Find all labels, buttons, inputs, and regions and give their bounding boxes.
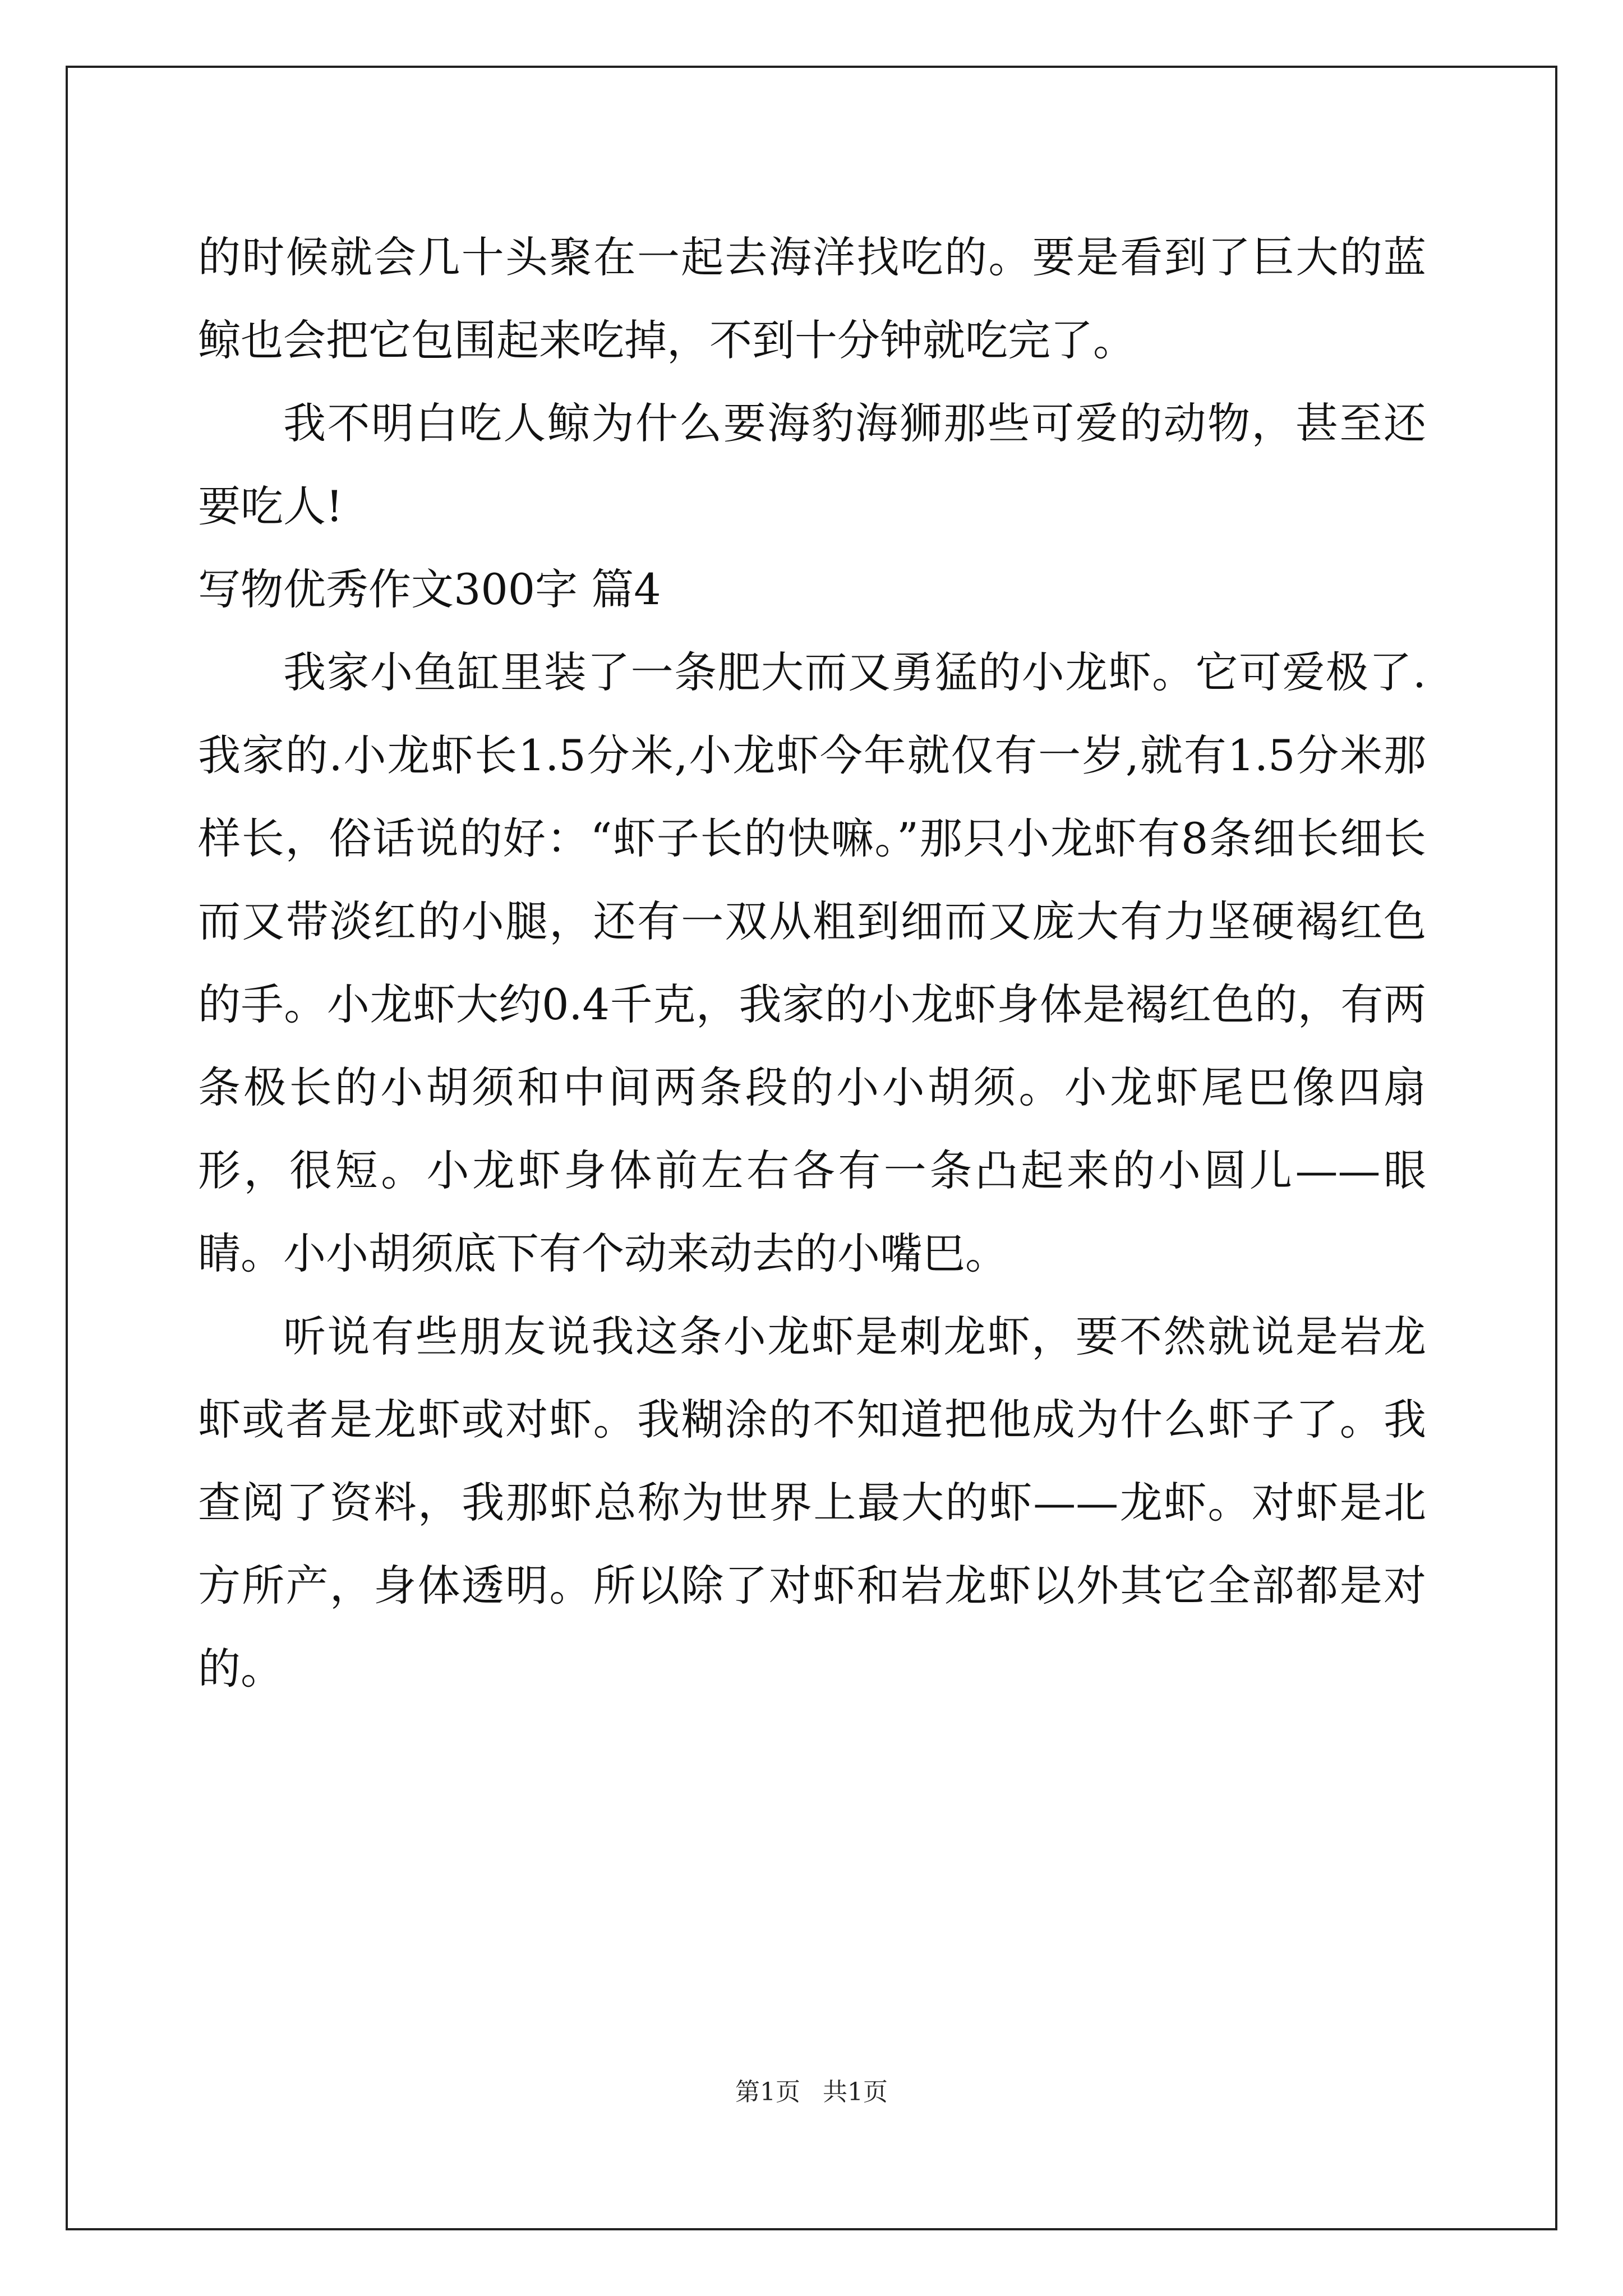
paragraph-crayfish-identification: 听说有些朋友说我这条小龙虾是刺龙虾，要不然就说是岩龙虾或者是龙虾或对虾。我糊涂的不知道把他成为什么虾子了。我查阅了资料，我那虾总称为世界上最大的虾——龙虾。对虾是北方所产，身体透明。所以除了对虾和岩龙虾以外其它全部都是对的。 bbox=[198, 1312, 1426, 1694]
paragraph-killer-whale-hunting: 的时候就会几十头聚在一起去海洋找吃的。要是看到了巨大的蓝鲸也会把它包围起来吃掉，不到十分钟就吃完了。 bbox=[198, 232, 1426, 365]
page-number: 第1页 bbox=[735, 2078, 800, 2106]
essay-heading: 写物优秀作文300字 篇4 bbox=[198, 564, 661, 614]
paragraph-crayfish-description: 我家小鱼缸里装了一条肥大而又勇猛的小龙虾。它可爱极了.我家的.小龙虾长1.5分米,小龙虾今年就仅有一岁,就有1.5分米那样长，俗话说的好：“虾子长的快嘛。”那只小龙虾有8条细长细长而又带淡红的小腿，还有一双从粗到细而又庞大有力坚硬褐红色的手。小龙虾大约0.4千克，我家的小龙虾身体是褐红色的，有两条极长的小胡须和中间两条段的小小胡须。小龙虾尾巴像四扇形，很短。小龙虾身体前左右各有一条凸起来的小圆儿——眼睛。小小胡须底下有个动来动去的小嘴巴。 bbox=[198, 647, 1426, 1278]
page-total: 共1页 bbox=[823, 2078, 888, 2106]
page-footer bbox=[0, 2076, 1623, 2109]
document-body bbox=[198, 216, 1426, 1710]
paragraph-killer-whale-question: 我不明白吃人鲸为什么要海豹海狮那些可爱的动物，甚至还要吃人! bbox=[198, 398, 1426, 531]
